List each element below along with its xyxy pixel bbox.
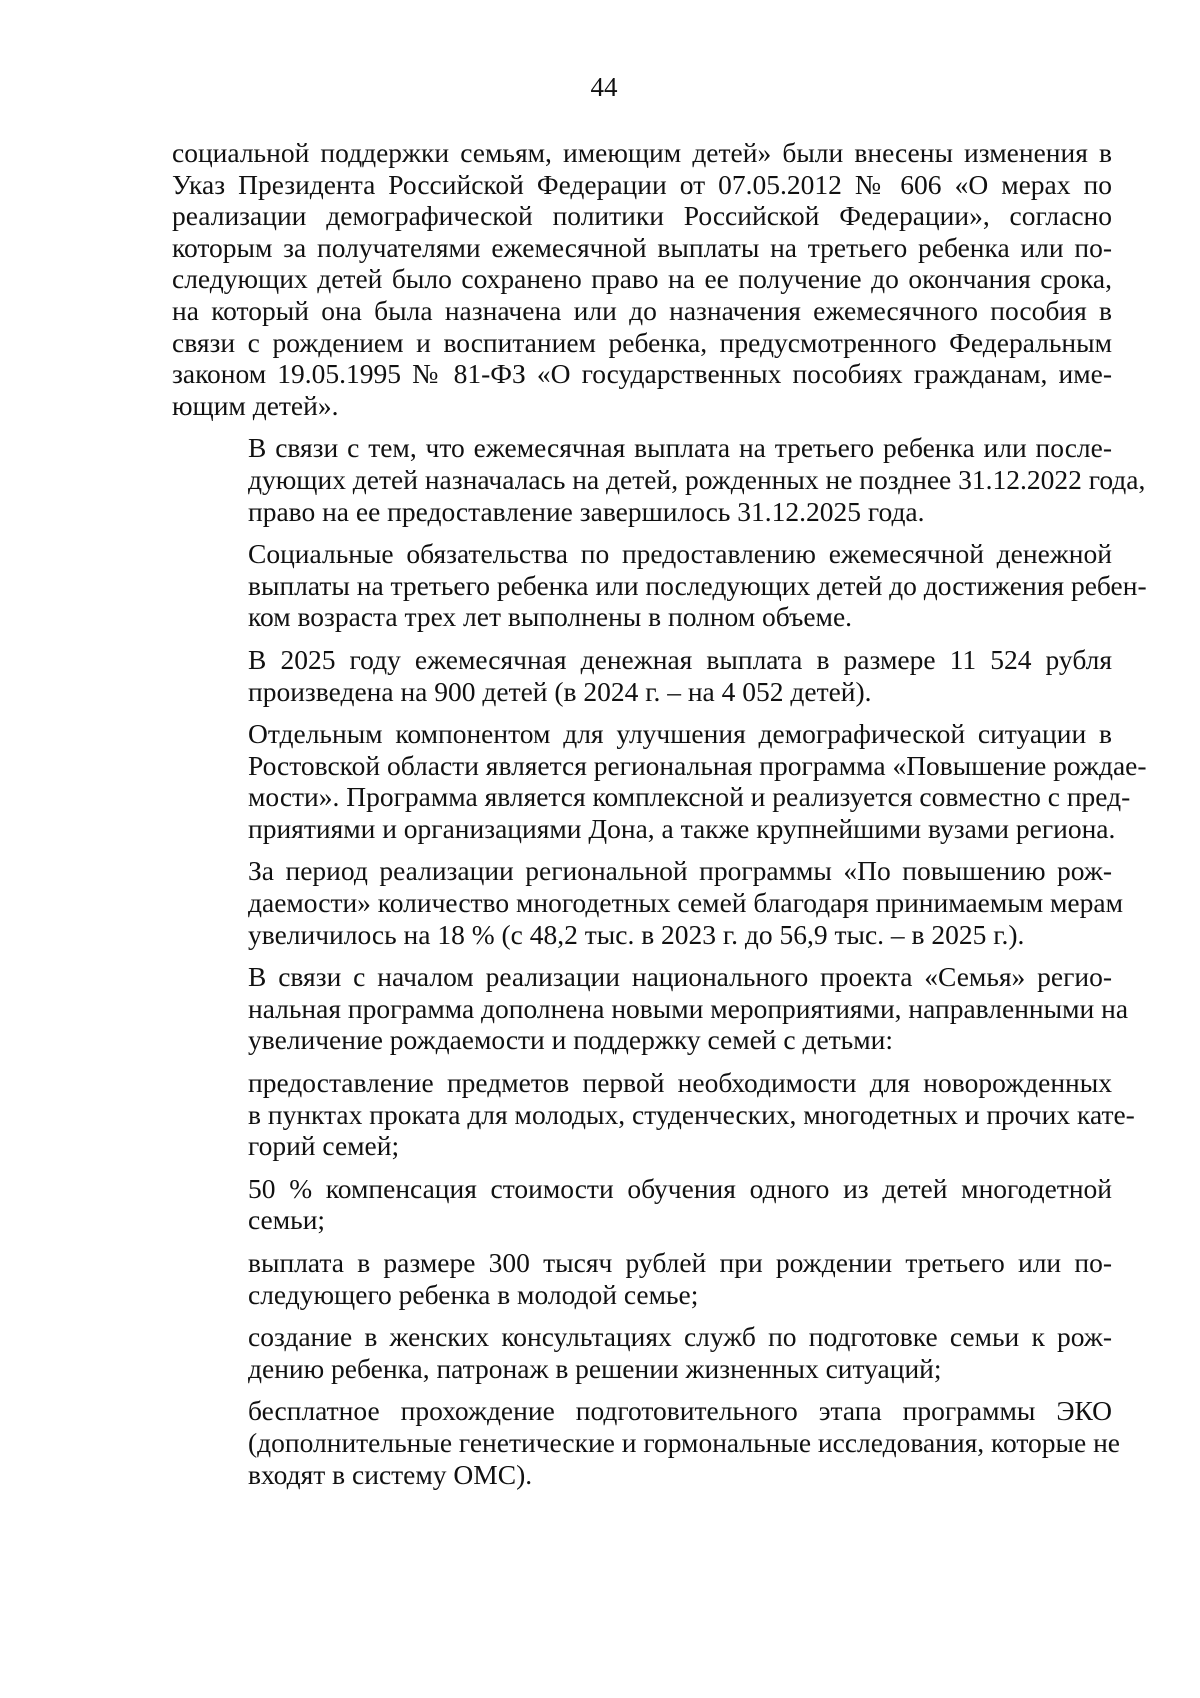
text-line: на который она была назначена или до назначения ежемесячного пособия в xyxy=(172,294,1112,326)
text-line: приятиями и организациями Дона, а также крупнейшими вузами региона. xyxy=(248,812,1116,844)
paragraph xyxy=(172,644,1112,707)
paragraph xyxy=(172,1395,1120,1490)
text-line: Указ Президента Российской Федерации от 07.05.2012 № 606 «О мерах по xyxy=(172,168,1112,200)
text-line: в пунктах проката для молодых, студенческих, многодетных и прочих кате- xyxy=(248,1098,1135,1130)
text-line: связи с рождением и воспитанием ребенка, предусмотренного Федеральным xyxy=(172,326,1112,358)
document-body xyxy=(172,137,1147,1501)
paragraph xyxy=(172,137,1112,421)
paragraph xyxy=(172,1173,1112,1236)
text-line: За период реализации региональной программы «По повышению рож- xyxy=(248,855,1112,887)
text-line: Социальные обязательства по предоставлению ежемесячной денежной xyxy=(248,538,1112,570)
text-line: социальной поддержки семьям, имеющим детей» были внесены изменения в xyxy=(172,137,1112,168)
text-line: которым за получателями ежемесячной выплаты на третьего ребенка или по- xyxy=(172,231,1112,263)
paragraph xyxy=(172,1321,1112,1384)
text-line: выплата в размере 300 тысяч рублей при рождении третьего или по- xyxy=(248,1247,1112,1278)
text-line: произведена на 900 детей (в 2024 г. – на 4 052 детей). xyxy=(248,675,872,707)
text-line: право на ее предоставление завершилось 31.12.2025 года. xyxy=(248,495,925,527)
text-line: следующего ребенка в молодой семье; xyxy=(248,1278,699,1310)
text-line: (дополнительные генетические и гормональные исследования, которые не xyxy=(248,1426,1120,1458)
paragraph xyxy=(172,538,1147,633)
text-line: Отдельным компонентом для улучшения демографической ситуации в xyxy=(248,718,1112,750)
text-line: даемости» количество многодетных семей благодаря принимаемым мерам xyxy=(248,887,1123,919)
text-line: реализации демографической политики Российской Федерации», согласно xyxy=(172,200,1112,232)
text-line: ком возраста трех лет выполнены в полном объеме. xyxy=(248,601,853,633)
paragraph xyxy=(172,961,1129,1056)
text-line: выплаты на третьего ребенка или последующих детей до достижения ребен- xyxy=(248,569,1147,601)
text-line: дующих детей назначалась на детей, рожденных не позднее 31.12.2022 года, xyxy=(248,463,1146,495)
text-line: В 2025 году ежемесячная денежная выплата в размере 11 524 рубля xyxy=(248,643,1112,675)
paragraph xyxy=(172,855,1123,950)
text-line: Ростовской области является региональная программа «Повышение рождае- xyxy=(248,749,1147,781)
text-line: В связи с тем, что ежемесячная выплата на третьего ребенка или после- xyxy=(248,432,1112,464)
text-line: горий семей; xyxy=(248,1130,400,1162)
text-line: ющим детей». xyxy=(172,389,339,421)
text-line: семьи; xyxy=(248,1204,326,1236)
text-line: создание в женских консультациях служб по подготовке семьи к рож- xyxy=(248,1321,1112,1353)
text-line: мости». Программа является комплексной и реализуется совместно с пред- xyxy=(248,781,1131,813)
text-line: В связи с началом реализации национального проекта «Семья» регио- xyxy=(248,961,1112,993)
paragraph xyxy=(172,1247,1112,1310)
paragraph xyxy=(172,718,1147,844)
text-line: следующих детей было сохранено право на ее получение до окончания срока, xyxy=(172,263,1112,295)
text-line: 50 % компенсация стоимости обучения одного из детей многодетной xyxy=(248,1172,1112,1204)
text-line: входят в систему ОМС). xyxy=(248,1458,533,1490)
paragraph xyxy=(172,432,1146,527)
text-line: законом 19.05.1995 № 81-ФЗ «О государственных пособиях гражданам, име- xyxy=(172,358,1112,390)
text-line: увеличилось на 18 % (с 48,2 тыс. в 2023 г. до 56,9 тыс. – в 2025 г.). xyxy=(248,918,1025,950)
text-line: дению ребенка, патронаж в решении жизненных ситуаций; xyxy=(248,1352,942,1384)
text-line: бесплатное прохождение подготовительного этапа программы ЭКО xyxy=(248,1395,1112,1427)
paragraph xyxy=(172,1067,1135,1162)
text-line: предоставление предметов первой необходимости для новорожденных xyxy=(248,1067,1112,1099)
page-number: 44 xyxy=(590,72,618,102)
text-line: увеличение рождаемости и поддержку семей с детьми: xyxy=(248,1024,893,1056)
text-line: нальная программа дополнена новыми мероприятиями, направленными на xyxy=(248,992,1129,1024)
